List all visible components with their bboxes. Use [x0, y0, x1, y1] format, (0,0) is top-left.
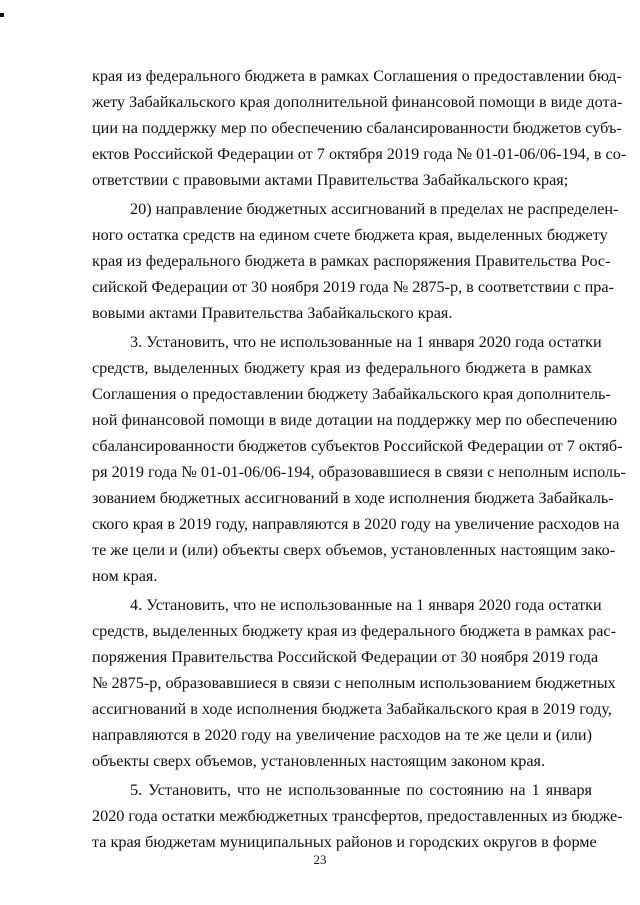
text-line: ной финансовой помощи в виде дотации на поддержку мер по обеспечению [92, 411, 618, 429]
text-line: 2020 года остатки межбюджетных трансфертов, предоставленных из бюдже- [92, 807, 623, 825]
text-line: 4. Установить, что не использованные на 1 января 2020 года остатки [130, 596, 602, 614]
text-line: Соглашения о предоставлении бюджету Забайкальского края дополнитель- [92, 385, 611, 403]
text-line: ного остатка средств на едином счете бюджета края, выделенных бюджету [92, 226, 608, 244]
text-line: ответствии с правовыми актами Правительства Забайкальского края; [92, 171, 569, 189]
text-line: края из федерального бюджета в рамках распоряжения Правительства Рос- [92, 252, 611, 270]
text-line: направляются в 2020 году на увеличение расходов на те же цели и (или) [92, 726, 592, 744]
text-line: № 2875-р, образовавшиеся в связи с неполным использованием бюджетных [92, 674, 616, 692]
text-line: жету Забайкальского края дополнительной финансовой помощи в виде дота- [92, 93, 623, 111]
text-line: поряжения Правительства Российской Федерации от 30 ноября 2019 года [92, 648, 599, 666]
scan-mark [0, 13, 4, 17]
text-line: средств, выделенных бюджету края из федерального бюджета в рамках [92, 359, 592, 377]
page-number: 23 [313, 852, 327, 867]
text-line: ского края в 2019 году, направляются в 2020 году на увеличение расходов на [92, 515, 620, 533]
text-line: 3. Установить, что не использованные на 1 января 2020 года остатки [130, 333, 602, 351]
text-line: ции на поддержку мер по обеспечению сбалансированности бюджетов субъ- [92, 119, 622, 137]
text-line: объекты сверх объемов, установленных настоящим законом края. [92, 752, 545, 770]
text-line: та края бюджетам муниципальных районов и городских округов в форме [92, 833, 597, 851]
text-line: те же цели и (или) объекты сверх объемов, установленных настоящим зако- [92, 541, 616, 559]
text-line: 20) направление бюджетных ассигнований в пределах не распределен- [130, 200, 619, 218]
text-line: края из федерального бюджета в рамках Соглашения о предоставлении бюд- [92, 67, 622, 85]
text-line: сийской Федерации от 30 ноября 2019 года № 2875-р, в соответствии с пра- [92, 278, 614, 296]
text-line: сбалансированности бюджетов субъектов Российской Федерации от 7 октяб- [92, 437, 623, 455]
text-line: 5. Установить, что не использованные по состоянию на 1 января [130, 781, 592, 799]
text-line: зованием бюджетных ассигнований в ходе исполнения бюджета Забайкаль- [92, 489, 614, 507]
text-line: средств, выделенных бюджету края из федерального бюджета в рамках рас- [92, 622, 616, 640]
text-line: ря 2019 года № 01-01-06/06-194, образовавшиеся в связи с неполным исполь- [92, 463, 626, 481]
text-line: ассигнований в ходе исполнения бюджета Забайкальского края в 2019 году, [92, 700, 612, 718]
text-line: ектов Российской Федерации от 7 октября 2019 года № 01-01-06/06-194, в со- [92, 145, 627, 163]
text-line: ном края. [92, 567, 158, 585]
text-line: вовыми актами Правительства Забайкальского края. [92, 304, 453, 322]
